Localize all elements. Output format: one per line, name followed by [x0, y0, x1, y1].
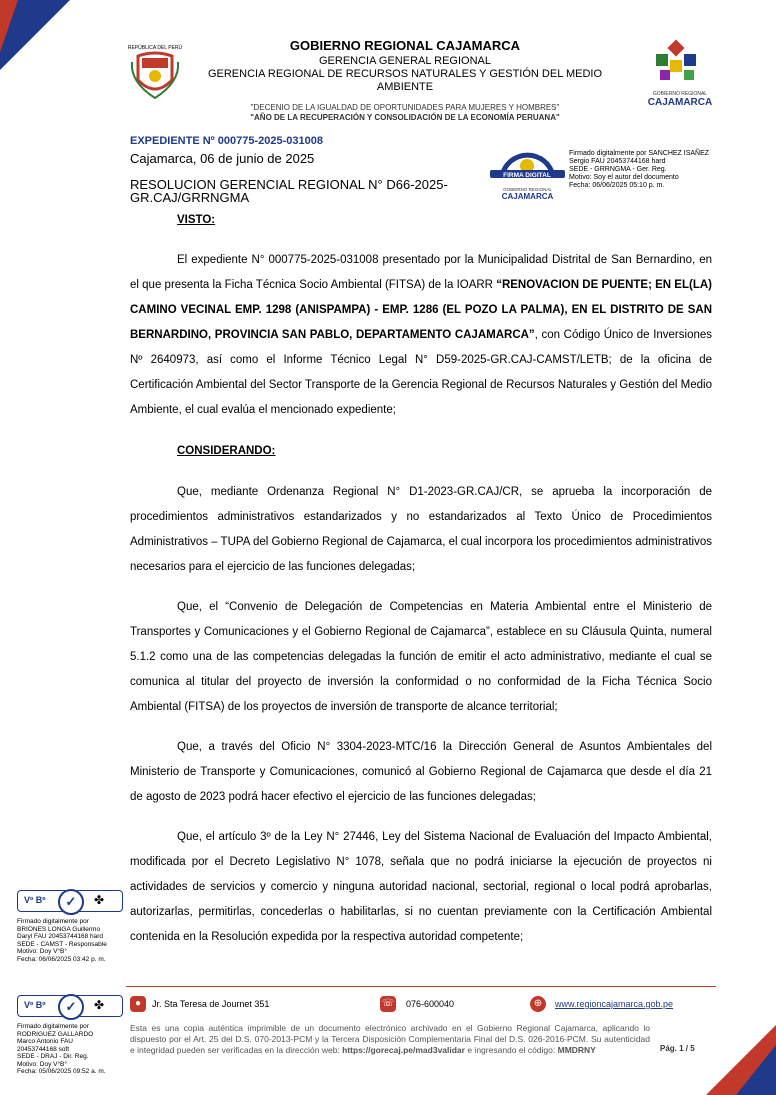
considerando-paragraph: Que, el artículo 3º de la Ley N° 27446, Ley del Sistema Nacional de Evaluación del Impacto Ambiental, modificada por el Decreto Legislativo N° 1078, señala que no podrá iniciarse la ejecución de proyectos ni actividades de servicios y comercio y ninguna autoridad nacional, sectorial, regional o local podrá aprobarlas, autorizarlas, permitirlas, concederlas o habilitarlas, si no cuentan previamente con la Certificación Ambiental contenida en la Resolución expedida por la respectiva autoridad competente;	[130, 831, 712, 943]
logo-small-text: GOBIERNO REGIONAL	[652, 91, 708, 97]
logo-name: CAJAMARCA	[647, 97, 713, 108]
firma-digital-logo	[490, 148, 565, 204]
signature-line: Motivo: Soy el autor del documento	[569, 174, 679, 181]
check-icon: ✓	[58, 889, 84, 915]
vb-line: 20453744168 soft	[17, 1045, 70, 1053]
web-icon: ⊕	[530, 996, 546, 1012]
footer-phone: 076-600040	[406, 999, 455, 1009]
signature-line: Fecha: 06/06/2025 05:10 p. m.	[569, 182, 665, 189]
location-icon: ●	[130, 996, 146, 1012]
gerencia-rrnn: GERENCIA REGIONAL DE RECURSOS NATURALES Y GESTIÓN DEL MEDIO AMBIENTE	[207, 68, 603, 93]
considerando-paragraph: Que, mediante Ordenanza Regional N° D1-2023-GR.CAJ/CR, se aprueba la incorporación de procedimientos administrativos estandarizados y no estandarizados al Texto Único de Procedimientos Administrativos – TUPA del Gobierno Regional de Cajamarca, el cual incorpora los procedimientos administrativos necesarios para el ejercicio de las funciones delegadas;	[130, 486, 712, 573]
validation-url[interactable]: https://gorecaj.pe/mad3validar	[342, 1045, 465, 1055]
vb-line: Fecha: 06/06/2025 03:42 p. m.	[17, 955, 106, 963]
vb-line: Motivo: Doy V°B°	[17, 948, 67, 955]
footer-website-link[interactable]: www.regioncajamarca.gob.pe	[555, 999, 674, 1009]
considerando-heading: CONSIDERANDO:	[177, 445, 276, 457]
phone-icon: ☏	[380, 996, 396, 1012]
vb-line: Firmado digitalmente por	[17, 918, 89, 925]
vb-line: BRIONES LONGA Guillermo	[17, 925, 101, 933]
expediente-number: EXPEDIENTE Nº 000775-2025-031008	[130, 135, 323, 147]
considerando-paragraph: Que, el “Convenio de Delegación de Competencias en Materia Ambiental entre el Ministerio de Transportes y Comunicaciones y el Gobierno Regional de Cajamarca”, establece en su Cláusula Quinta, numeral 5.1.2 como una de las competencias delegadas la función de emitir el acto administrativo, mediante el cual se comunica al titular del proyecto de inversión la conformidad o no conformidad de la Ficha Técnica Socio Ambiental (FITSA) de los proyectos de inversión de transporte de alcance territorial;	[130, 601, 712, 713]
vb-line: Marco Antonio FAU	[17, 1038, 73, 1045]
peru-coat-of-arms-logo	[128, 42, 182, 102]
project-name: “RENOVACION DE PUENTE; EN EL(LA) CAMINO VECINAL EMP. 1298 (ANISPAMPA) - EMP. 1286 (EL POZO LA PALMA), EN EL DISTRITO DE SAN BERNARDINO, PROVINCIA SAN PABLO, DEPARTAMENTO CAJAMARCA”	[130, 279, 712, 341]
disclaimer-text: e ingresando el código:	[464, 1045, 558, 1055]
page-number: Pág. 1 / 5	[660, 1044, 695, 1053]
disclaimer-text: Esta es una copia auténtica imprimible de un documento electrónico archivado en el Gobierno Regional Cajamarca, aplicando lo dispuesto por el Art. 25 del D.S. 070-2013-PCM y la Tercera Disposición Complementaria Final del D.S. 026-2016-PCM. Su autenticidad e integridad pueden ser verificadas en la dirección web:	[130, 1023, 650, 1055]
coat-of-arms-lettering: REPÚBLICA DEL PERÚ	[128, 45, 182, 51]
footer-address: Jr. Sta Teresa de Journet 351	[152, 999, 270, 1009]
gerencia-general: GERENCIA GENERAL REGIONAL	[319, 55, 491, 67]
text-span: , con Código Único de Inversiones Nº 2640973, así como el Informe Técnico Legal N° D59-2025-GR.CAJ-CAMST/LETB; de la oficina de Certificación Ambiental del Sector Transporte de la Gerencia Regional de Recursos Naturales y Gestión del Medio Ambiente, el cual evalúa el mencionado expediente;	[130, 329, 713, 416]
vb-label: Vº Bº	[24, 895, 46, 905]
text-span: El expediente N° 000775-2025-031008 presentado por la Municipalidad Distrital de San Bernardino, en el que presenta la Ficha Técnica Socio Ambiental (FITSA) de la IOARR	[130, 254, 712, 291]
org-title: GOBIERNO REGIONAL CAJAMARCA	[289, 38, 521, 53]
signature-line: Firmado digitalmente por SANCHEZ ISAÑEZ	[569, 150, 710, 157]
vb-line: SEDE - DRAJ - Dir. Reg.	[17, 1053, 89, 1060]
vb-line: Daryl FAU 20453744168 hard	[17, 933, 104, 940]
corner-decoration-top-left	[0, 0, 90, 90]
visto-paragraph	[130, 248, 712, 423]
corner-decoration-bottom-right	[666, 1015, 776, 1095]
footer-divider	[126, 986, 716, 987]
visto-bueno-stamp	[17, 995, 123, 1017]
anio-line: "AÑO DE LA RECUPERACIÓN Y CONSOLIDACIÓN DE LA ECONOMÍA PERUANA"	[250, 113, 560, 122]
vb-line: SEDE - CAMST - Responsable	[17, 940, 107, 948]
visto-bueno-stamp	[17, 890, 123, 912]
firma-digital-label: FIRMA DIGITAL	[503, 172, 551, 178]
vb-signature-info	[17, 918, 127, 963]
resolution-number: RESOLUCION GERENCIAL REGIONAL N° D66-2025-GR.CAJ/GRRNGMA	[130, 177, 448, 205]
decenio-text	[180, 103, 630, 123]
vb-signature-info	[17, 1023, 127, 1076]
digital-signature-info	[569, 150, 739, 190]
validation-code: MMDRNY	[557, 1045, 596, 1055]
signature-line: SEDE - GRRNGMA - Ger. Reg.	[569, 166, 667, 173]
vb-line: Motivo: Doy V°B°	[17, 1060, 67, 1068]
authenticity-disclaimer	[130, 1023, 650, 1056]
firma-logo-small: GOBIERNO REGIONAL	[503, 187, 552, 192]
visto-heading: VISTO:	[177, 214, 216, 226]
vb-line: RODRIGUEZ GALLARDO	[17, 1030, 94, 1038]
signature-line: Sergio FAU 20453744168 hard	[569, 158, 666, 165]
vb-line: Fecha: 05/06/2025 09:52 a. m.	[17, 1068, 106, 1075]
document-body	[130, 208, 712, 950]
firma-logo-name: CAJAMARCA	[501, 192, 554, 201]
document-date: Cajamarca, 06 de junio de 2025	[130, 151, 315, 166]
decenio-line: "DECENIO DE LA IGUALDAD DE OPORTUNIDADES PARA MUJERES Y HOMBRES"	[250, 103, 560, 112]
region-mark-icon: ✤	[94, 893, 105, 907]
check-icon: ✓	[58, 994, 84, 1020]
cajamarca-region-logo	[640, 38, 720, 108]
considerando-paragraph: Que, a través del Oficio N° 3304-2023-MTC/16 la Dirección General de Asuntos Ambientales del Ministerio de Transporte y Comunicaciones, comunicó al Gobierno Regional de Cajamarca que desde el día 21 de agosto de 2023 podrá hacer efectivo el ejercicio de las funciones delegadas;	[130, 741, 712, 803]
vb-line: Firmado digitalmente por	[17, 1023, 89, 1030]
region-mark-icon: ✤	[94, 998, 105, 1012]
vb-label: Vº Bº	[24, 1000, 46, 1010]
